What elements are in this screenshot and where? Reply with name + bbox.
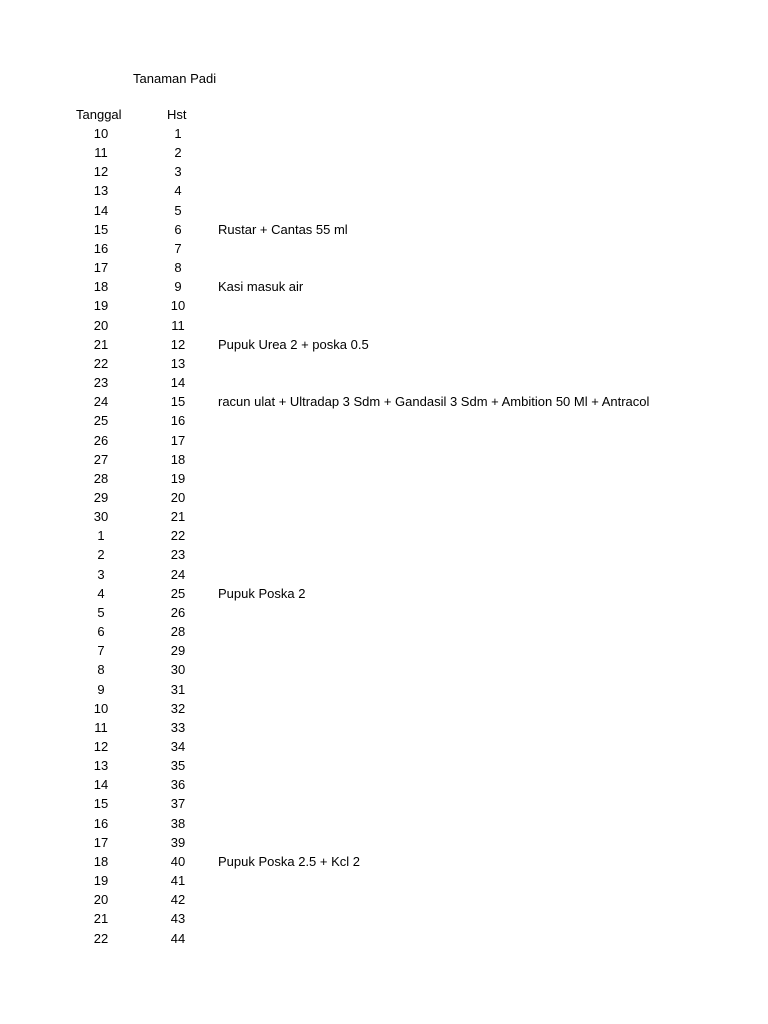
cell-hst: 24 [170,566,186,582]
cell-tanggal: 21 [93,336,109,352]
table-row [0,718,768,737]
cell-hst: 39 [170,834,186,850]
table-row [0,181,768,200]
cell-hst: 41 [170,873,186,889]
cell-hst: 6 [174,221,182,237]
table-row [0,450,768,469]
cell-tanggal: 22 [93,355,109,371]
table-row [0,354,768,373]
cell-tanggal: 11 [94,145,108,161]
cell-hst: 14 [170,375,186,391]
cell-tanggal: 25 [93,413,109,429]
cell-hst: 40 [170,853,186,869]
cell-hst: 16 [170,413,186,429]
cell-tanggal: 20 [93,317,109,333]
table-row [0,794,768,813]
cell-note: Pupuk Poska 2.5 + Kcl 2 [218,853,361,869]
cell-tanggal: 16 [93,815,109,831]
column-header-tanggal: Tanggal [76,107,122,122]
table-row [0,296,768,315]
cell-hst: 22 [170,528,186,544]
cell-hst: 37 [170,796,186,812]
table-row [0,162,768,181]
table-row [0,124,768,143]
cell-tanggal: 17 [93,260,109,276]
table-row [0,316,768,335]
cell-hst: 32 [170,700,186,716]
cell-note: Rustar + Cantas 55 ml [218,221,348,237]
cell-hst: 25 [170,585,186,601]
cell-hst: 35 [170,758,186,774]
table-row [0,143,768,162]
cell-hst: 33 [170,719,186,735]
table-row [0,641,768,660]
table-row [0,871,768,890]
cell-hst: 28 [170,624,186,640]
cell-tanggal: 13 [93,183,109,199]
table-row [0,603,768,622]
table-row [0,335,768,354]
table-row [0,220,768,239]
cell-hst: 19 [170,470,186,486]
cell-hst: 11 [171,317,185,333]
cell-hst: 23 [170,547,186,563]
table-row [0,239,768,258]
cell-note: Pupuk Poska 2 [218,585,306,601]
table-row [0,680,768,699]
cell-tanggal: 12 [93,739,109,754]
cell-hst: 30 [170,662,186,678]
table-row [0,526,768,545]
cell-tanggal: 17 [93,834,109,850]
table-row [0,565,768,584]
cell-hst: 44 [170,930,186,946]
cell-hst: 4 [174,183,182,199]
cell-hst: 5 [174,202,182,218]
cell-hst: 20 [170,489,186,505]
cell-tanggal: 28 [93,470,109,486]
cell-tanggal: 18 [93,853,109,869]
table-row [0,622,768,641]
table-row [0,737,768,756]
cell-tanggal: 26 [93,432,109,448]
cell-tanggal: 9 [97,681,105,697]
table-row [0,507,768,526]
table-row [0,392,768,411]
table-row [0,775,768,794]
cell-tanggal: 5 [97,604,105,620]
cell-hst: 9 [174,279,182,295]
cell-hst: 31 [170,681,186,697]
table-row [0,431,768,450]
cell-tanggal: 14 [93,202,109,218]
cell-note: racun ulat + Ultradap 3 Sdm + Gandasil 3 Sdm + Ambition 50 Ml + Antracol [218,394,650,410]
cell-note: Kasi masuk air [218,279,304,295]
table-row [0,852,768,871]
cell-tanggal: 8 [97,662,105,678]
cell-tanggal: 22 [93,930,109,946]
cell-tanggal: 3 [97,566,105,582]
cell-tanggal: 19 [93,873,109,889]
cell-hst: 15 [170,394,186,410]
cell-hst: 13 [170,355,186,371]
cell-tanggal: 24 [93,394,109,410]
cell-tanggal: 20 [93,892,109,908]
cell-tanggal: 23 [93,375,109,391]
cell-tanggal: 6 [97,624,105,640]
table-row [0,277,768,296]
cell-hst: 26 [170,604,186,620]
cell-tanggal: 29 [93,489,109,505]
cell-tanggal: 2 [97,547,105,563]
cell-hst: 3 [174,164,182,180]
cell-tanggal: 4 [97,585,105,601]
cell-hst: 34 [170,739,186,754]
cell-hst: 2 [174,145,182,161]
table-row [0,909,768,928]
cell-tanggal: 18 [93,279,109,295]
cell-tanggal: 10 [93,700,109,716]
cell-tanggal: 15 [93,796,109,812]
cell-hst: 8 [174,260,182,276]
cell-hst: 29 [170,643,186,659]
table-row [0,929,768,948]
cell-tanggal: 19 [93,298,109,314]
table-row [0,756,768,775]
table-row [0,833,768,852]
data-rows [0,124,768,948]
cell-hst: 43 [170,911,186,927]
cell-hst: 17 [170,432,186,448]
cell-hst: 38 [170,815,186,831]
cell-tanggal: 16 [93,240,109,256]
cell-hst: 42 [170,892,186,908]
table-row [0,469,768,488]
cell-tanggal: 1 [97,528,105,544]
table-row [0,545,768,564]
cell-hst: 21 [170,509,186,525]
cell-tanggal: 15 [93,221,109,237]
sheet-title: Tanaman Padi [133,71,217,86]
column-header-hst: Hst [167,107,187,122]
cell-tanggal: 30 [93,509,109,525]
table-row [0,890,768,909]
cell-tanggal: 10 [93,126,109,141]
table-row [0,258,768,277]
cell-tanggal: 13 [93,758,109,774]
cell-note: Pupuk Urea 2 + poska 0.5 [218,336,369,352]
table-row [0,373,768,392]
cell-hst: 10 [170,298,186,314]
cell-tanggal: 14 [93,777,109,793]
cell-tanggal: 12 [93,164,109,180]
cell-hst: 1 [174,126,182,141]
cell-hst: 12 [170,336,186,352]
cell-tanggal: 11 [94,719,108,735]
table-row [0,584,768,603]
table-row [0,699,768,718]
cell-tanggal: 27 [93,451,109,467]
table-row [0,488,768,507]
table-row [0,660,768,679]
cell-tanggal: 21 [93,911,109,927]
cell-tanggal: 7 [97,643,105,659]
table-row [0,411,768,430]
cell-hst: 18 [170,451,186,467]
table-row [0,201,768,220]
cell-hst: 7 [174,240,182,256]
table-row [0,814,768,833]
cell-hst: 36 [170,777,186,793]
